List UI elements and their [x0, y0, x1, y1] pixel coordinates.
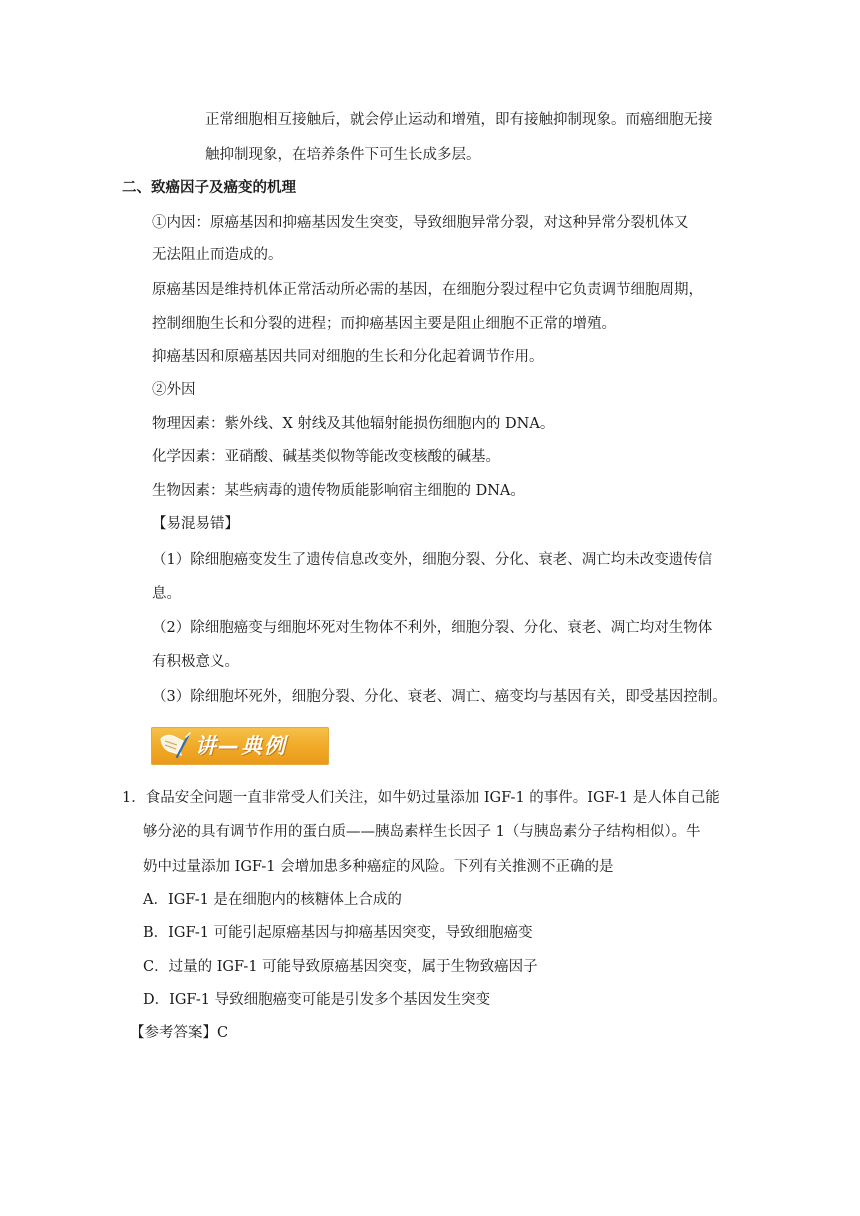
text-line: 有积极意义。 [152, 654, 239, 670]
text-line: 息。 [152, 586, 181, 602]
text-line: 生物因素：某些病毒的遗传物质能影响宿主细胞的 DNA。 [152, 483, 525, 499]
text-line: 抑癌基因和原癌基因共同对细胞的生长和分化起着调节作用。 [152, 349, 544, 365]
question-stem: 奶中过量添加 IGF-1 会增加患多种癌症的风险。下列有关推测不正确的是 [143, 859, 614, 875]
text-line: 物理因素：紫外线、X 射线及其他辐射能损伤细胞内的 DNA。 [152, 416, 555, 432]
question-stem: 够分泌的具有调节作用的蛋白质——胰岛素样生长因子 1（与胰岛素分子结构相似）。牛 [143, 824, 701, 840]
question-stem: 1．食品安全问题一直非常受人们关注，如牛奶过量添加 IGF-1 的事件。IGF-1 是人体自己能 [122, 790, 720, 806]
option-b: B．IGF-1 可能引起原癌基因与抑癌基因突变，导致细胞癌变 [143, 925, 533, 941]
text-line: ①内因：原癌基因和抑癌基因发生突变，导致细胞异常分裂，对这种异常分裂机体又 [152, 215, 689, 231]
example-banner [151, 727, 329, 765]
section-heading: 二、致癌因子及癌变的机理 [122, 179, 296, 196]
reference-answer: 【参考答案】C [130, 1025, 229, 1041]
text-line: 触抑制现象，在培养条件下可生长成多层。 [205, 147, 481, 163]
text-line: 控制细胞生长和分裂的进程；而抑癌基因主要是阻止细胞不正常的增殖。 [152, 316, 616, 332]
scroll-quill-icon [157, 731, 191, 761]
text-line: 正常细胞相互接触后，就会停止运动和增殖，即有接触抑制现象。而癌细胞无接 [205, 112, 713, 128]
option-d: D．IGF-1 导致细胞癌变可能是引发多个基因发生突变 [143, 992, 491, 1008]
banner-title: 讲—典例 [195, 734, 287, 758]
text-line: 化学因素：亚硝酸、碱基类似物等能改变核酸的碱基。 [152, 449, 500, 465]
text-line: （2）除细胞癌变与细胞坏死对生物体不利外，细胞分裂、分化、衰老、凋亡均对生物体 [152, 620, 713, 636]
text-line: ②外因 [152, 382, 196, 398]
option-c: C．过量的 IGF-1 可能导致原癌基因突变，属于生物致癌因子 [143, 959, 538, 975]
text-line: （1）除细胞癌变发生了遗传信息改变外，细胞分裂、分化、衰老、凋亡均未改变遗传信 [152, 552, 713, 568]
text-line: 原癌基因是维持机体正常活动所必需的基因，在细胞分裂过程中它负责调节细胞周期， [152, 282, 703, 298]
tip-heading: 【易混易错】 [152, 516, 239, 532]
option-a: A．IGF-1 是在细胞内的核糖体上合成的 [143, 892, 402, 908]
text-line: 无法阻止而造成的。 [152, 247, 283, 263]
text-line: （3）除细胞坏死外，细胞分裂、分化、衰老、凋亡、癌变均与基因有关，即受基因控制。 [152, 689, 727, 705]
